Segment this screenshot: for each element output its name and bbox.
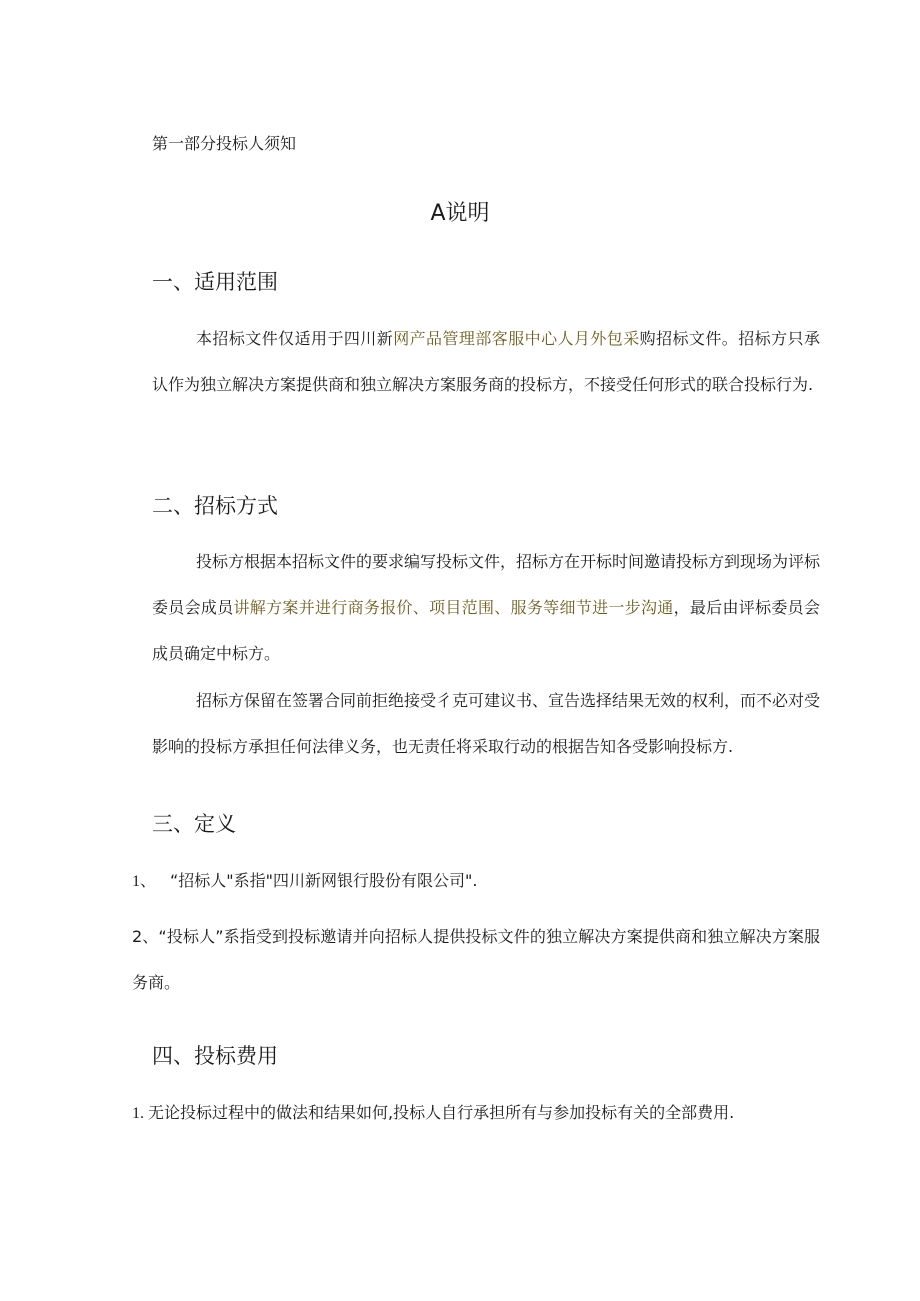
part-title: 第一部分投标人须知: [152, 134, 297, 153]
section-heading-method: 二、招标方式: [152, 494, 278, 518]
scope-text-after: 购招标文件。招标方只承认作为独立解决方案提供商和独立解决方案服务商的投标方，不接受任何形式的联合投标行为.: [152, 329, 820, 394]
fees-item-1-number: 1.: [132, 1105, 144, 1122]
definition-item-1: [132, 858, 477, 905]
document-title: A说明: [430, 201, 490, 226]
fees-item-1: [132, 1090, 734, 1137]
section-heading-scope: 一、适用范围: [152, 270, 278, 294]
method-paragraph-2: 招标方保留在签署合同前拒绝接受彳克可建议书、宣告选择结果无效的权利，而不必对受影响的投标方承担任何法律义务，也无责任将采取行动的根据告知各受影响投标方.: [152, 691, 821, 756]
scope-text-before: 本招标文件仅适用于四川新: [196, 329, 394, 348]
fees-item-1-text: 无论投标过程中的做法和结果如何,投标人自行承担所有与参加投标有关的全部费用.: [148, 1103, 735, 1122]
method-text-before: 投标方根据本招标文件的要求编写投标文件，招标方在开标时间邀请投标方到现场为评标委员会成员: [152, 552, 821, 617]
definition-item-1-number: 1、: [132, 873, 157, 890]
scope-paragraph: [152, 316, 820, 408]
definition-item-2: 2、“投标人”系指受到投标邀请并向招标人提供投标文件的独立解决方案提供商和独立解决方案服务商。: [132, 927, 820, 992]
method-paragraph-1: [152, 539, 820, 677]
section-heading-fees: 四、投标费用: [152, 1044, 278, 1068]
method-text-after: ，最后由评标委员会成员确定中标方。: [152, 598, 820, 663]
section-heading-definitions: 三、定义: [152, 812, 236, 836]
definition-item-1-text: “招标人"系指"四川新网银行股份有限公司".: [170, 871, 478, 890]
scope-text-highlight: 网产品管理部客服中心人月外包采: [393, 329, 640, 348]
method-text-highlight: 讲解方案并进行商务报价、项目范围、服务等细节进一步沟通: [233, 598, 674, 617]
